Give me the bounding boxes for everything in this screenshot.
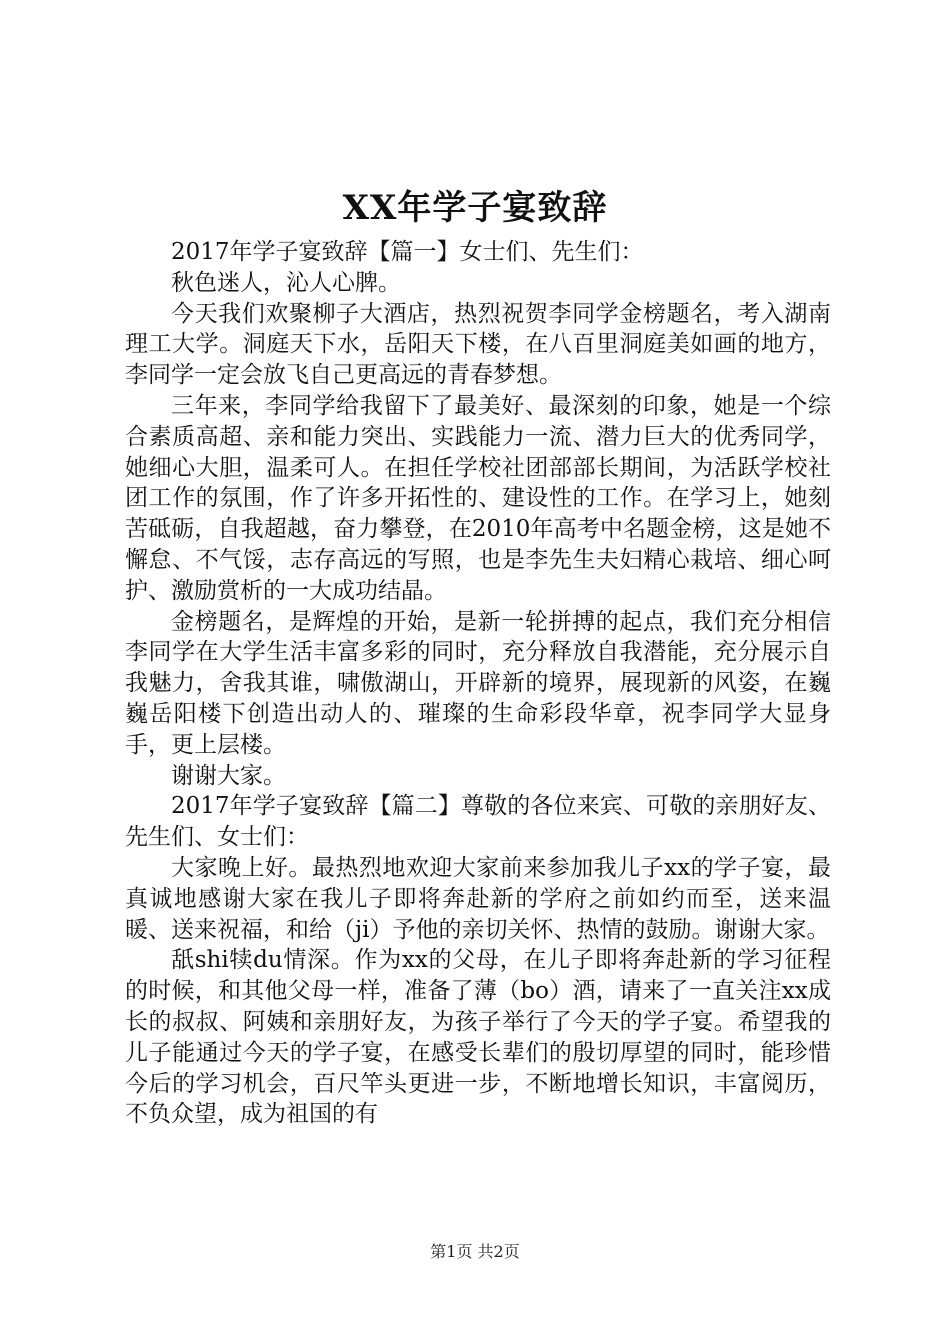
paragraph: 秋色迷人，沁人心脾。 — [171, 269, 401, 296]
paragraph: 大家晚上好。最热烈地欢迎大家前来参加我儿子xx的学子宴，最真诚地感谢大家在我儿子即将奔赴新的学府之前如约而至，送来温暖、送来祝福，和给（ji）予他的亲切关怀、热情的鼓励。谢谢大家。 — [125, 854, 831, 943]
document-title: XX年学子宴致辞 — [342, 188, 608, 228]
paragraph: 今天我们欢聚柳子大酒店，热烈祝贺李同学金榜题名，考入湖南理工大学。洞庭天下水，岳阳天下楼，在八百里洞庭美如画的地方，李同学一定会放飞自己更高远的青春梦想。 — [125, 300, 831, 389]
paragraph: 舐shi犊du情深。作为xx的父母，在儿子即将奔赴新的学习征程的时候，和其他父母一样，准备了薄（bo）酒，请来了一直关注xx成长的叔叔、阿姨和亲朋好友，为孩子举行了今天的学子宴。希望我的儿子能通过今天的学子宴，在感受长辈们的殷切厚望的同时，能珍惜今后的学习机会，百尺竿头更进一步，不断地增长知识，丰富阅历，不负众望，成为祖国的有 — [125, 947, 831, 1128]
page-footer: 第1页 共2页 — [430, 1242, 520, 1261]
paragraph: 金榜题名，是辉煌的开始，是新一轮拼搏的起点，我们充分相信李同学在大学生活丰富多彩的同时，充分释放自我潜能，充分展示自我魅力，舍我其谁，啸傲湖山，开辟新的境界，展现新的风姿，在巍巍岳阳楼下创造出动人的、璀璨的生命彩段华章，祝李同学大显身手，更上层楼。 — [125, 608, 831, 758]
paragraph: 2017年学子宴致辞【篇二】尊敬的各位来宾、可敬的亲朋好友、先生们、女士们： — [125, 793, 831, 851]
paragraph: 谢谢大家。 — [171, 762, 286, 789]
paragraph: 三年来，李同学给我留下了最美好、最深刻的印象，她是一个综合素质高超、亲和能力突出、实践能力一流、潜力巨大的优秀同学，她细心大胆，温柔可人。在担任学校社团部部长期间，为活跃学校社团工作的氛围，作了许多开拓性的、建设性的工作。在学习上，她刻苦砥砺，自我超越，奋力攀登，在2010年高考中名题金榜，这是她不懈怠、不气馁，志存高远的写照，也是李先生夫妇精心栽培、细心呵护、激励赏析的一大成功结晶。 — [125, 392, 831, 604]
document-body — [125, 237, 831, 1130]
paragraph: 2017年学子宴致辞【篇一】女士们、先生们： — [171, 239, 644, 265]
